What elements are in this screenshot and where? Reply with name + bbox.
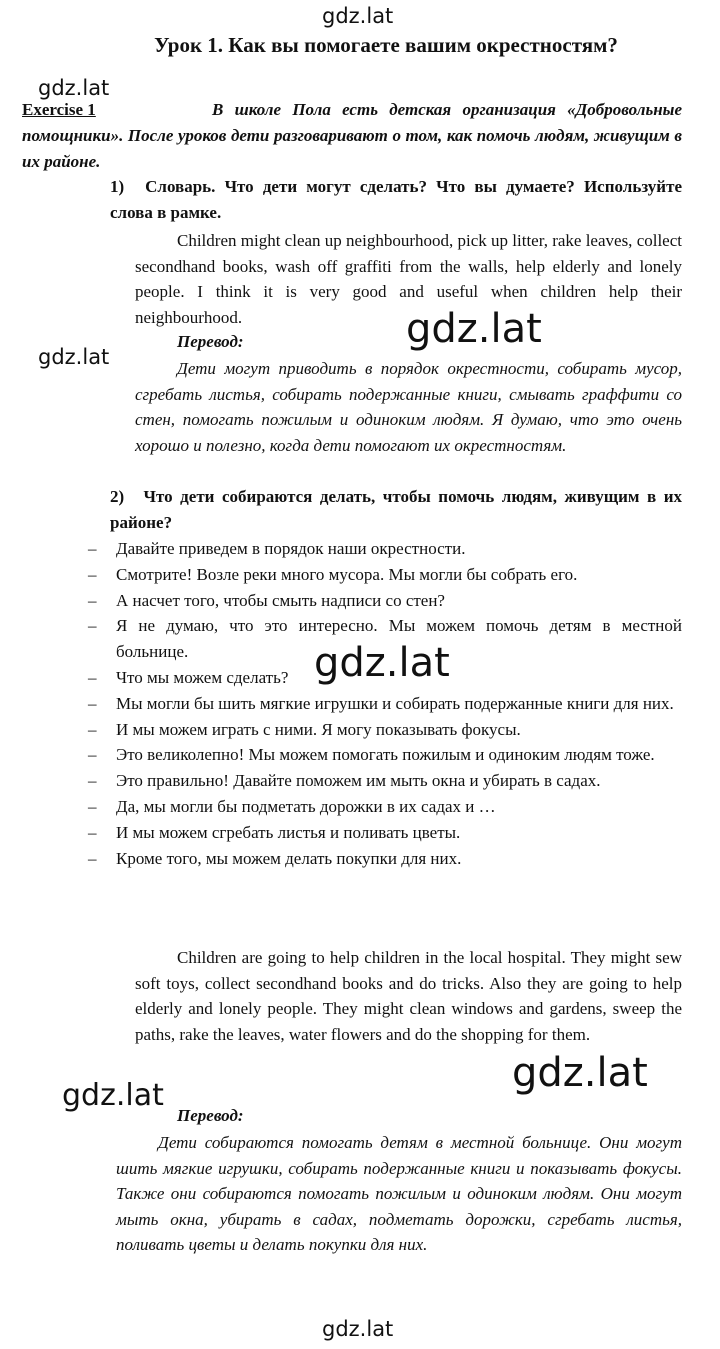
dialogue-dash: – bbox=[88, 822, 97, 842]
dialogue-dash: – bbox=[88, 745, 97, 765]
dialogue-line bbox=[88, 846, 682, 872]
watermark-left-1: gdz.lat bbox=[38, 76, 110, 100]
task2-text: Что дети собираются делать, чтобы помочь людям, живущим в их районе? bbox=[110, 487, 683, 532]
dialogue-line bbox=[88, 717, 682, 743]
dialogue-line bbox=[88, 613, 682, 665]
task2-translation-label: Перевод: bbox=[177, 1106, 244, 1125]
dialogue-line bbox=[88, 562, 682, 588]
dialogue-text: Я не думаю, что это интересно. Мы можем помочь детям в местной больнице. bbox=[116, 616, 682, 662]
task1-number: 1) bbox=[110, 177, 125, 196]
dialogue-line bbox=[88, 768, 682, 794]
exercise-label: Exercise 1 bbox=[22, 100, 96, 119]
dialogue-dash: – bbox=[88, 719, 97, 739]
dialogue-dash: – bbox=[88, 848, 97, 868]
dialogue-dash: – bbox=[88, 796, 97, 816]
watermark-large-3: gdz.lat bbox=[512, 1050, 648, 1096]
dialogue-dash: – bbox=[88, 590, 97, 610]
task2-translation-paragraph: Дети собираются помогать детям в местной больнице. Они могут шить мягкие игрушки, собирать подержанные книги и показывать фокусы. Также они собираются помогать пожилым и одиноким людям. Они могут мыть окна, убирать в садах, подметать дорожки, сгребать листья, поливать цветы и делать покупки для них. bbox=[116, 1133, 682, 1254]
dialogue-text: А насчет того, чтобы смыть надписи со стен? bbox=[116, 590, 445, 610]
dialogue-text: Мы могли бы шить мягкие игрушки и собирать подержанные книги для них. bbox=[116, 693, 674, 713]
dialogue-text: И мы можем сгребать листья и поливать цветы. bbox=[116, 822, 461, 842]
dialogue-line bbox=[88, 536, 682, 562]
dialogue-text: Да, мы могли бы подметать дорожки в их садах и … bbox=[116, 796, 496, 816]
dialogue-dash: – bbox=[88, 771, 97, 791]
dialogue-dash: – bbox=[88, 667, 97, 687]
watermark-top: gdz.lat bbox=[322, 4, 394, 28]
dialogue-line bbox=[88, 820, 682, 846]
dialogue-dash: – bbox=[88, 616, 97, 636]
dialogue-dash: – bbox=[88, 539, 97, 558]
dialogue-line bbox=[88, 742, 682, 768]
watermark-large-1: gdz.lat bbox=[406, 306, 542, 352]
task2-number: 2) bbox=[110, 487, 125, 506]
exercise-intro: В школе Пола есть детская организация «Добровольные помощники». После уроков дети разговаривают о том, как помочь людям, живущим в их районе. bbox=[22, 100, 682, 171]
watermark-left-2: gdz.lat bbox=[38, 345, 110, 369]
page-title: Урок 1. Как вы помогаете вашим окрестностям? bbox=[154, 33, 618, 57]
dialogue-text: Это великолепно! Мы можем помогать пожилым и одиноким людям тоже. bbox=[116, 745, 655, 765]
exercise-header bbox=[22, 97, 682, 175]
dialogue-text: Смотрите! Возле реки много мусора. Мы могли бы собрать его. bbox=[116, 564, 578, 584]
dialogue-text: Что мы можем сделать? bbox=[116, 667, 289, 687]
task1-translation-label: Перевод: bbox=[177, 332, 244, 351]
dialogue-dash: – bbox=[88, 564, 97, 584]
task2-english-paragraph: Children are going to help children in the local hospital. They might sew soft toys, collect secondhand books and do tricks. Also they are going to help elderly and lonely people. They might clean windows and gardens, sweep the paths, rake the leaves, water flowers and do the shopping for them. bbox=[135, 948, 682, 1044]
dialogue-text: Это правильно! Давайте поможем им мыть окна и убирать в садах. bbox=[116, 771, 601, 791]
watermark-bottom: gdz.lat bbox=[322, 1317, 394, 1341]
dialogue-list bbox=[88, 536, 682, 871]
task2-heading bbox=[110, 484, 682, 536]
watermark-medium: gdz.lat bbox=[62, 1078, 164, 1113]
dialogue-text: Кроме того, мы можем делать покупки для них. bbox=[116, 848, 462, 868]
dialogue-text: И мы можем играть с ними. Я могу показывать фокусы. bbox=[116, 719, 521, 739]
task1-text: Словарь. Что дети могут сделать? Что вы думаете? Используйте слова в рамке. bbox=[110, 177, 682, 222]
dialogue-text: Давайте приведем в порядок наши окрестности. bbox=[116, 539, 466, 558]
dialogue-line bbox=[88, 794, 682, 820]
task1-english-paragraph: Children might clean up neighbourhood, pick up litter, rake leaves, collect secondhand books, wash off graffiti from the walls, help elderly and lonely people. I think it is very good and useful when children help their neighbourhood. bbox=[135, 231, 682, 327]
task1-translation-paragraph: Дети могут приводить в порядок окрестности, собирать мусор, сгребать листья, собирать подержанные книги, смывать граффити со стен, помогать пожилым и одиноким людям. Я думаю, что это очень хорошо и полезно, когда дети помогают их окрестностям. bbox=[135, 359, 682, 455]
watermark-large-2: gdz.lat bbox=[314, 640, 450, 686]
dialogue-line bbox=[88, 665, 682, 691]
task1-heading bbox=[110, 174, 682, 226]
dialogue-line bbox=[88, 691, 682, 717]
dialogue-dash: – bbox=[88, 693, 97, 713]
dialogue-line bbox=[88, 588, 682, 614]
